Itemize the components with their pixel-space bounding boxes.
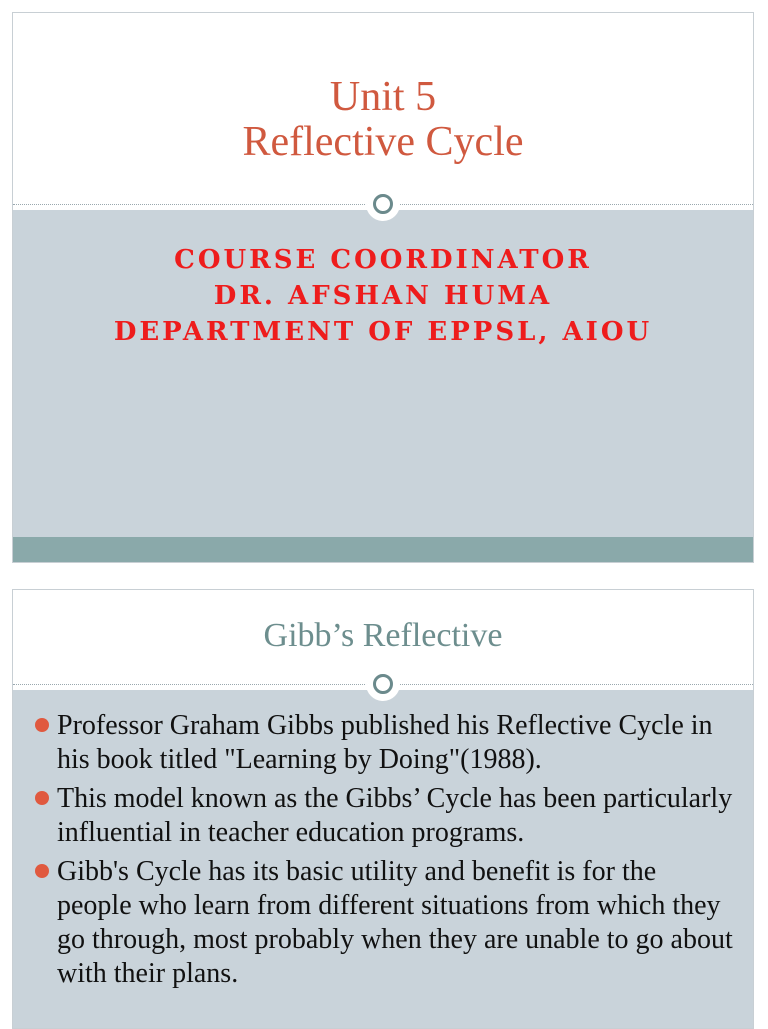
- subtitle-line-2: DR. AFSHAN HUMA: [213, 281, 553, 311]
- slide-title-line-1: Unit 5: [329, 74, 437, 120]
- slide-title: [13, 75, 753, 166]
- bullet-dot-icon: [35, 718, 49, 732]
- list-item: [35, 782, 735, 850]
- bullet-text: This model known as the Gibbs’ Cycle has been particularly influential in teacher education programs.: [57, 783, 733, 848]
- circle-ornament-icon: [366, 187, 400, 221]
- bullet-text: Gibb's Cycle has its basic utility and benefit is for the people who learn from different situations from which they go through, most probably when they are unable to go about with their plans.: [57, 856, 733, 989]
- bullet-text: Professor Graham Gibbs published his Reflective Cycle in his book titled "Learning by Doing"(1988).: [57, 710, 713, 775]
- list-item: [35, 855, 735, 991]
- footer-band: [13, 537, 753, 563]
- subtitle-line-3: DEPARTMENT OF EPPSL, AIOU: [113, 317, 653, 347]
- title-slide: [12, 12, 754, 563]
- bullet-list: [35, 709, 735, 996]
- circle-ornament-icon: [366, 667, 400, 701]
- bullet-dot-icon: [35, 864, 49, 878]
- content-slide: [12, 589, 754, 1029]
- slide-heading: Gibb’s Reflective: [263, 617, 503, 654]
- bullet-dot-icon: [35, 791, 49, 805]
- slide-title-line-2: Reflective Cycle: [242, 119, 524, 166]
- list-item: [35, 709, 735, 777]
- subtitle-line-1: COURSE COORDINATOR: [174, 245, 592, 275]
